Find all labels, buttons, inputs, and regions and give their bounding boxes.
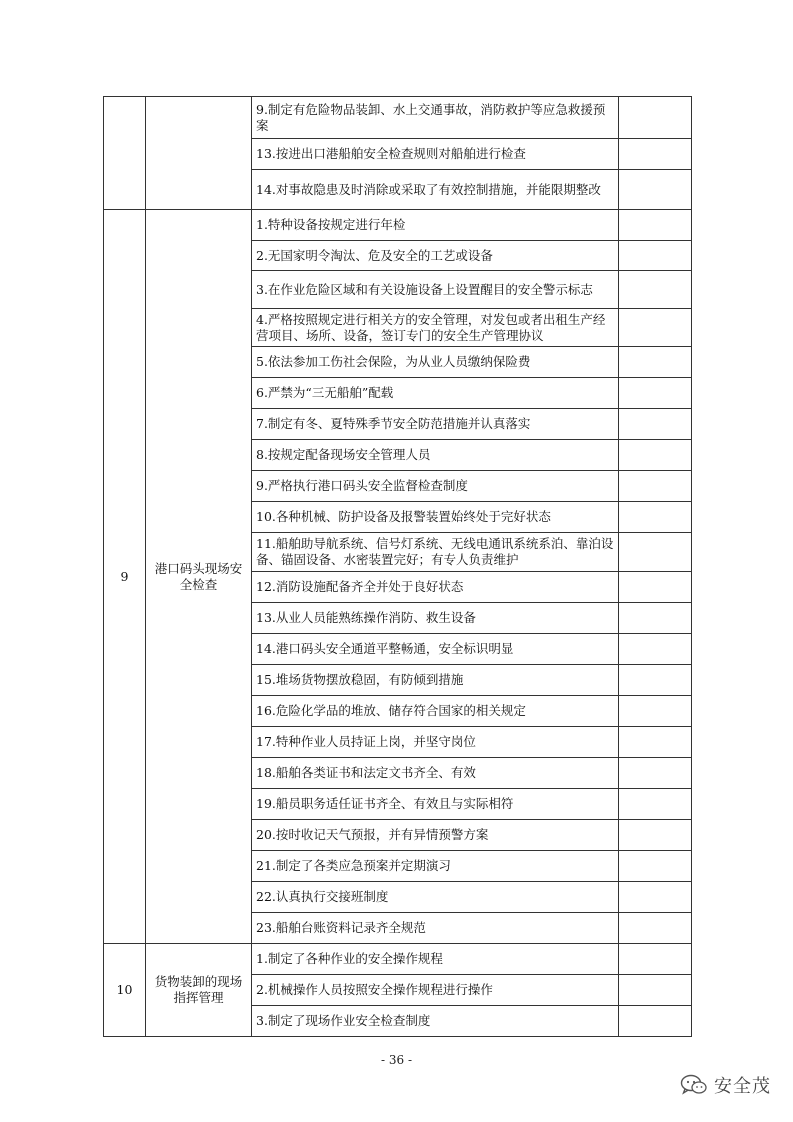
check-item-text: 9.制定有危险物品装卸、水上交通事故，消防救护等应急救援预案 bbox=[256, 101, 606, 133]
check-item bbox=[252, 727, 619, 758]
result-cell[interactable] bbox=[619, 533, 692, 572]
result-cell[interactable] bbox=[619, 634, 692, 665]
check-item bbox=[252, 851, 619, 882]
result-cell[interactable] bbox=[619, 347, 692, 378]
table-row bbox=[104, 97, 692, 139]
result-cell[interactable] bbox=[619, 471, 692, 502]
check-item-text: 2.机械操作人员按照安全操作规程进行操作 bbox=[256, 982, 493, 997]
result-cell[interactable] bbox=[619, 758, 692, 789]
check-item bbox=[252, 347, 619, 378]
check-item-text: 8.按规定配备现场安全管理人员 bbox=[256, 447, 431, 462]
check-item-text: 20.按时收记天气预报，并有异情预警方案 bbox=[256, 827, 489, 842]
result-cell[interactable] bbox=[619, 882, 692, 913]
check-item-text: 14.港口码头安全通道平整畅通，安全标识明显 bbox=[256, 641, 514, 656]
check-item-text: 16.危险化学品的堆放、储存符合国家的相关规定 bbox=[256, 703, 526, 718]
result-cell[interactable] bbox=[619, 309, 692, 347]
check-item bbox=[252, 696, 619, 727]
check-item-text: 9.严格执行港口码头安全监督检查制度 bbox=[256, 478, 468, 493]
result-cell[interactable] bbox=[619, 820, 692, 851]
page-number: - 36 - bbox=[380, 1053, 412, 1067]
result-cell[interactable] bbox=[619, 170, 692, 210]
check-item-text: 18.船舶各类证书和法定文书齐全、有效 bbox=[256, 765, 476, 780]
check-item bbox=[252, 634, 619, 665]
check-item bbox=[252, 502, 619, 533]
check-item-text: 1.制定了各种作业的安全操作规程 bbox=[256, 951, 443, 966]
result-cell[interactable] bbox=[619, 378, 692, 409]
check-item-text: 17.特种作业人员持证上岗，并坚守岗位 bbox=[256, 734, 476, 749]
check-item bbox=[252, 210, 619, 241]
result-cell[interactable] bbox=[619, 210, 692, 241]
check-item-text: 2.无国家明令淘汰、危及安全的工艺或设备 bbox=[256, 247, 493, 263]
check-item bbox=[252, 378, 619, 409]
section-number: 10 bbox=[104, 944, 146, 1037]
result-cell[interactable] bbox=[619, 241, 692, 271]
check-item bbox=[252, 471, 619, 502]
check-item-text: 13.从业人员能熟练操作消防、救生设备 bbox=[256, 610, 476, 625]
check-item bbox=[252, 139, 619, 170]
wechat-icon bbox=[680, 1074, 708, 1096]
result-cell[interactable] bbox=[619, 913, 692, 944]
check-item-text: 14.对事故隐患及时消除或采取了有效控制措施，并能限期整改 bbox=[256, 181, 601, 197]
result-cell[interactable] bbox=[619, 727, 692, 758]
result-cell[interactable] bbox=[619, 572, 692, 603]
section-category bbox=[146, 97, 252, 210]
check-item bbox=[252, 789, 619, 820]
check-item bbox=[252, 975, 619, 1006]
check-item bbox=[252, 572, 619, 603]
watermark-text: 安全茂 bbox=[714, 1076, 771, 1097]
check-item bbox=[252, 665, 619, 696]
check-item bbox=[252, 271, 619, 309]
check-item bbox=[252, 820, 619, 851]
result-cell[interactable] bbox=[619, 665, 692, 696]
section-number bbox=[104, 97, 146, 210]
check-item bbox=[252, 944, 619, 975]
result-cell[interactable] bbox=[619, 944, 692, 975]
check-item-text: 23.船舶台账资料记录齐全规范 bbox=[256, 920, 426, 935]
table-row bbox=[104, 210, 692, 241]
check-item-text: 12.消防设施配备齐全并处于良好状态 bbox=[256, 579, 464, 594]
check-item-text: 19.船员职务适任证书齐全、有效且与实际相符 bbox=[256, 796, 514, 811]
result-cell[interactable] bbox=[619, 975, 692, 1006]
check-item-text: 21.制定了各类应急预案并定期演习 bbox=[256, 858, 451, 873]
check-item-text: 5.依法参加工伤社会保险，为从业人员缴纳保险费 bbox=[256, 354, 531, 369]
check-item bbox=[252, 241, 619, 271]
result-cell[interactable] bbox=[619, 97, 692, 139]
check-item-text: 10.各种机械、防护设备及报警装置始终处于完好状态 bbox=[256, 509, 551, 524]
check-item bbox=[252, 409, 619, 440]
result-cell[interactable] bbox=[619, 271, 692, 309]
check-item-text: 6.严禁为“三无船舶”配载 bbox=[256, 385, 394, 400]
check-item bbox=[252, 309, 619, 347]
check-item bbox=[252, 1006, 619, 1037]
check-item-text: 3.制定了现场作业安全检查制度 bbox=[256, 1013, 431, 1028]
check-item-text: 22.认真执行交接班制度 bbox=[256, 889, 389, 904]
checklist-table bbox=[103, 96, 692, 1037]
check-item bbox=[252, 758, 619, 789]
section-category: 货物装卸的现场指挥管理 bbox=[146, 944, 252, 1037]
check-item-text: 3.在作业危险区域和有关设施设备上设置醒目的安全警示标志 bbox=[256, 281, 593, 297]
table-row bbox=[104, 944, 692, 975]
check-item bbox=[252, 440, 619, 471]
check-item bbox=[252, 533, 619, 572]
result-cell[interactable] bbox=[619, 1006, 692, 1037]
section-number: 9 bbox=[104, 210, 146, 944]
result-cell[interactable] bbox=[619, 409, 692, 440]
watermark bbox=[680, 1072, 771, 1098]
check-item bbox=[252, 882, 619, 913]
check-item-text: 7.制定有冬、夏特殊季节安全防范措施并认真落实 bbox=[256, 416, 531, 431]
result-cell[interactable] bbox=[619, 789, 692, 820]
check-item-text: 15.堆场货物摆放稳固，有防倾到措施 bbox=[256, 672, 464, 687]
check-item-text: 13.按进出口港船舶安全检查规则对船舶进行检查 bbox=[256, 146, 526, 161]
check-item bbox=[252, 170, 619, 210]
result-cell[interactable] bbox=[619, 139, 692, 170]
section-category: 港口码头现场安全检查 bbox=[146, 210, 252, 944]
check-item-text: 1.特种设备按规定进行年检 bbox=[256, 217, 406, 232]
result-cell[interactable] bbox=[619, 851, 692, 882]
check-item bbox=[252, 97, 619, 139]
check-item-text: 11.船舶助导航系统、信号灯系统、无线电通讯系统系泊、靠泊设备、锚固设备、水密装置完好；有专人负责维护 bbox=[256, 536, 614, 567]
result-cell[interactable] bbox=[619, 502, 692, 533]
result-cell[interactable] bbox=[619, 696, 692, 727]
result-cell[interactable] bbox=[619, 440, 692, 471]
check-item bbox=[252, 913, 619, 944]
result-cell[interactable] bbox=[619, 603, 692, 634]
check-item-text: 4.严格按照规定进行相关方的安全管理，对发包或者出租生产经营项目、场所、设备，签订专门的安全生产管理协议 bbox=[256, 311, 606, 343]
check-item bbox=[252, 603, 619, 634]
